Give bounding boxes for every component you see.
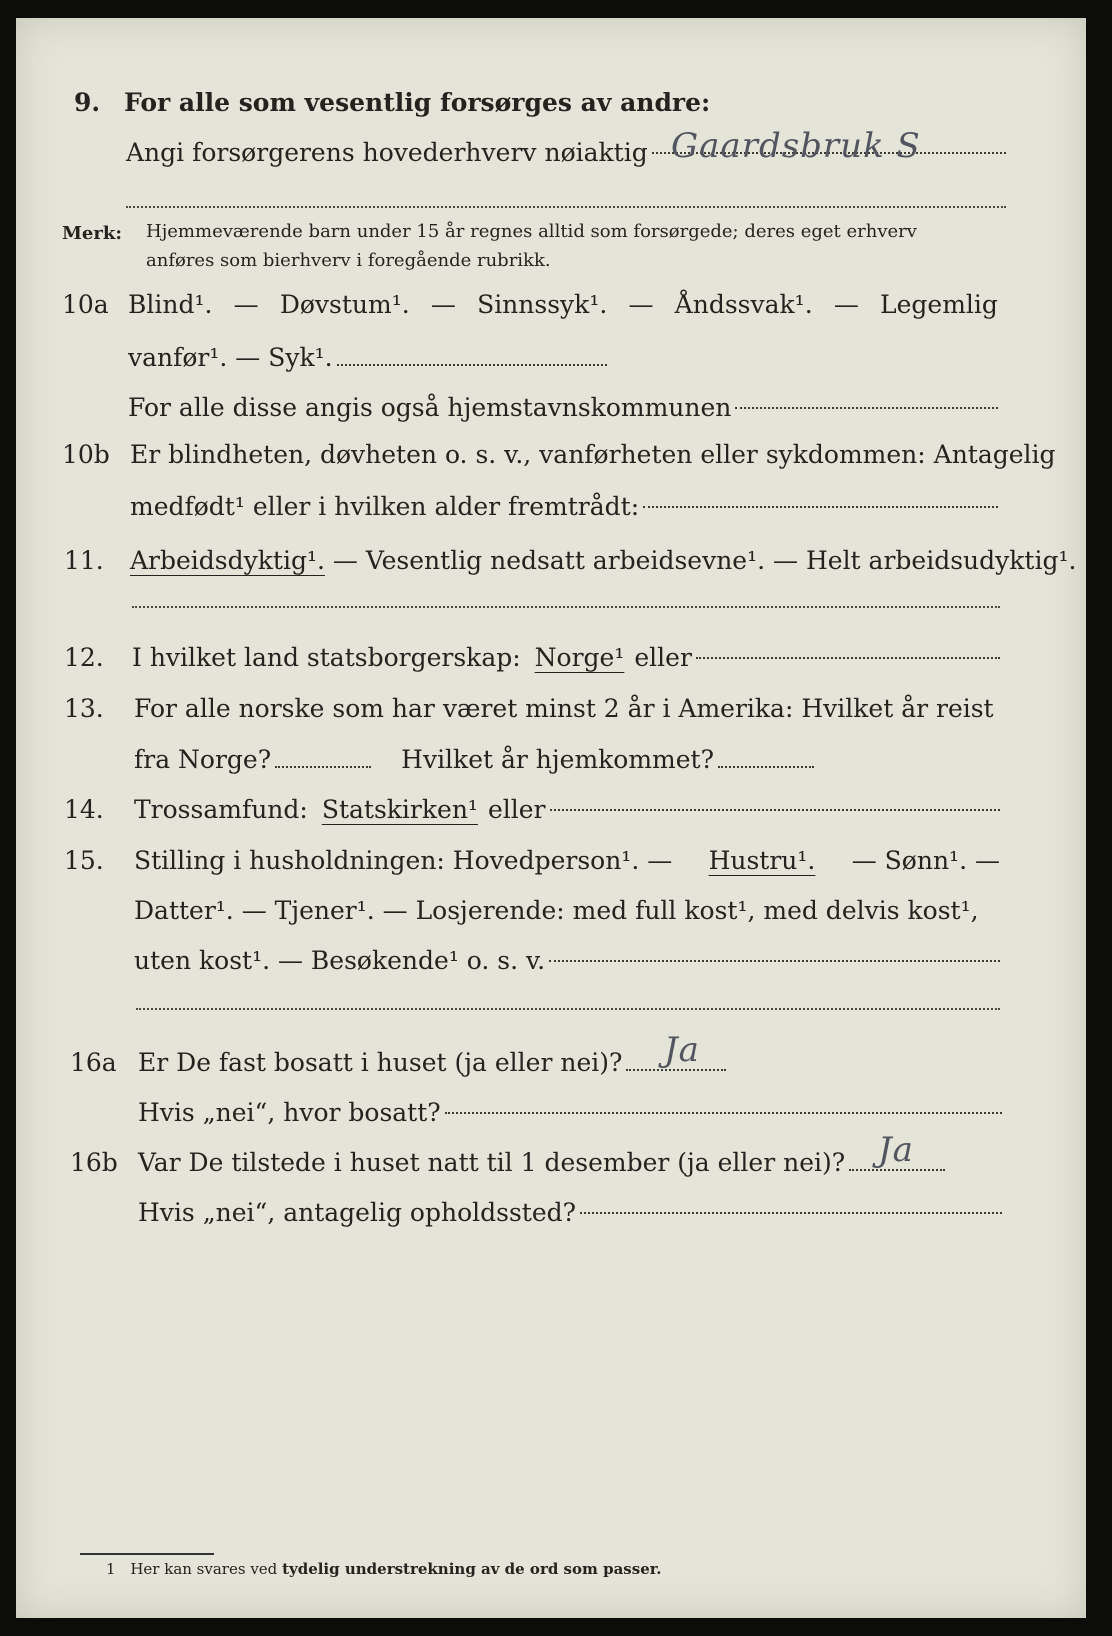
q10b-number: 10b	[62, 440, 110, 469]
q14-label: Trossamfund:	[134, 795, 308, 824]
q15-number: 15.	[64, 846, 104, 875]
q16a-bosatt-answer-line[interactable]	[445, 1112, 1002, 1114]
q13-hjemkommet-label: Hvilket år hjemkommet?	[401, 745, 715, 774]
q10b-alder-label: medfødt¹ eller i hvilken alder fremtrådt:	[130, 492, 640, 521]
q11-opt-arbeidsdyktig: Arbeidsdyktig¹.	[130, 546, 325, 575]
q16a-bosatt-label: Hvis „nei“, hvor bosatt?	[138, 1098, 441, 1127]
q12-line	[132, 643, 1000, 672]
q16a-line1	[138, 1048, 726, 1077]
q16a-handwritten-answer: Ja	[664, 1030, 700, 1070]
q11-number: 11.	[64, 546, 104, 575]
q9-number: 9.	[74, 88, 101, 117]
q10a-dash: —	[628, 290, 654, 319]
merk-label: Merk:	[62, 223, 122, 244]
q12-answer-line[interactable]	[696, 657, 1000, 659]
q15-continuation-line[interactable]	[136, 1008, 1000, 1010]
q13-line1: For alle norske som har været minst 2 år i Amerika: Hvilket år reist	[134, 694, 994, 723]
q10a-line1	[128, 290, 998, 319]
q10b-line1: Er blindheten, døvheten o. s. v., vanførheten eller sykdommen: Antagelig	[130, 440, 1056, 469]
q10a-syk-answer-line[interactable]	[337, 364, 607, 366]
q15-line3	[134, 946, 1000, 975]
footnote-bold-text: tydelig understrekning av de ord som passer.	[282, 1560, 662, 1578]
q10a-vanfor-syk: vanfør¹. — Syk¹.	[128, 343, 333, 372]
q15-answer-line[interactable]	[549, 960, 1000, 962]
q13-reist-label: fra Norge?	[134, 745, 272, 774]
q13-hjemkommet-answer-line[interactable]	[718, 766, 814, 768]
q13-line2	[134, 745, 814, 774]
q10a-line3	[128, 393, 998, 422]
q16a-label: Er De fast bosatt i huset (ja eller nei)?	[138, 1048, 623, 1077]
q14-line	[134, 795, 1000, 824]
form-page	[16, 18, 1086, 1618]
q16b-number: 16b	[70, 1148, 118, 1177]
q12-eller: eller	[634, 643, 692, 672]
q15-opt-hustru: Hustru¹.	[708, 846, 816, 875]
q15-sonn: — Sønn¹. —	[851, 846, 1000, 875]
q16b-label: Var De tilstede i huset natt til 1 desember (ja eller nei)?	[138, 1148, 846, 1177]
q10a-opt-legemlig: Legemlig	[880, 290, 998, 319]
q11-rest: — Vesentlig nedsatt arbeidsevne¹. — Helt arbeidsudyktig¹.	[332, 546, 1077, 575]
footnote-rule	[80, 1553, 214, 1555]
q10a-opt-blind: Blind¹.	[128, 290, 213, 319]
q16b-line1	[138, 1148, 945, 1177]
q10b-line2	[130, 492, 998, 521]
q10a-hjemstavn-answer-line[interactable]	[735, 407, 998, 409]
q14-opt-statskirken: Statskirken¹	[321, 795, 478, 824]
q10a-dash: —	[233, 290, 259, 319]
q11-line	[130, 546, 1076, 575]
q9-continuation-line[interactable]	[126, 206, 1006, 208]
q10a-dash: —	[430, 290, 456, 319]
q11-continuation-line[interactable]	[132, 606, 1000, 608]
merk-line2: anføres som bierhverv i foregående rubrikk.	[146, 250, 551, 271]
q10a-opt-sinnssyk: Sinnssyk¹.	[477, 290, 608, 319]
footnote	[106, 1560, 662, 1578]
q10a-line2	[128, 343, 607, 372]
q16b-handwritten-answer: Ja	[878, 1130, 914, 1170]
q16b-opholdssted-label: Hvis „nei“, antagelig opholdssted?	[138, 1198, 577, 1227]
q15-besokende: uten kost¹. — Besøkende¹ o. s. v.	[134, 946, 546, 975]
q10b-answer-line[interactable]	[643, 506, 998, 508]
q9-title: For alle som vesentlig forsørges av andre:	[124, 88, 711, 117]
q10a-number: 10a	[62, 290, 109, 319]
footnote-text: Her kan svares ved	[130, 1560, 278, 1578]
q14-eller: eller	[487, 795, 546, 824]
q13-reist-answer-line[interactable]	[275, 766, 371, 768]
q12-label: I hvilket land statsborgerskap:	[132, 643, 521, 672]
q14-number: 14.	[64, 795, 104, 824]
q9-label: Angi forsørgerens hovederhverv nøiaktig	[126, 138, 648, 167]
q12-opt-norge: Norge¹	[534, 643, 625, 672]
q10a-opt-andssvak: Åndssvak¹.	[674, 290, 813, 319]
footnote-mark: 1	[106, 1560, 116, 1578]
q10a-opt-dovstum: Døvstum¹.	[279, 290, 410, 319]
q15-line2: Datter¹. — Tjener¹. — Losjerende: med full kost¹, med delvis kost¹,	[134, 896, 979, 925]
merk-line1: Hjemmeværende barn under 15 år regnes alltid som forsørgede; deres eget erhverv	[146, 221, 917, 242]
q9-handwritten-answer: Gaardsbruk S	[671, 126, 921, 166]
q15-stilling-label: Stilling i husholdningen: Hovedperson¹. —	[134, 846, 673, 875]
q13-number: 13.	[64, 694, 104, 723]
q16a-number: 16a	[70, 1048, 117, 1077]
q14-answer-line[interactable]	[550, 809, 1001, 811]
q16b-opholdssted-answer-line[interactable]	[580, 1212, 1002, 1214]
q10a-hjemstavn-label: For alle disse angis også hjemstavnskommunen	[128, 393, 732, 422]
q16a-line2	[138, 1098, 1002, 1127]
q15-line1	[134, 846, 1000, 875]
q16b-line2	[138, 1198, 1002, 1227]
q12-number: 12.	[64, 643, 104, 672]
q10a-dash: —	[833, 290, 859, 319]
